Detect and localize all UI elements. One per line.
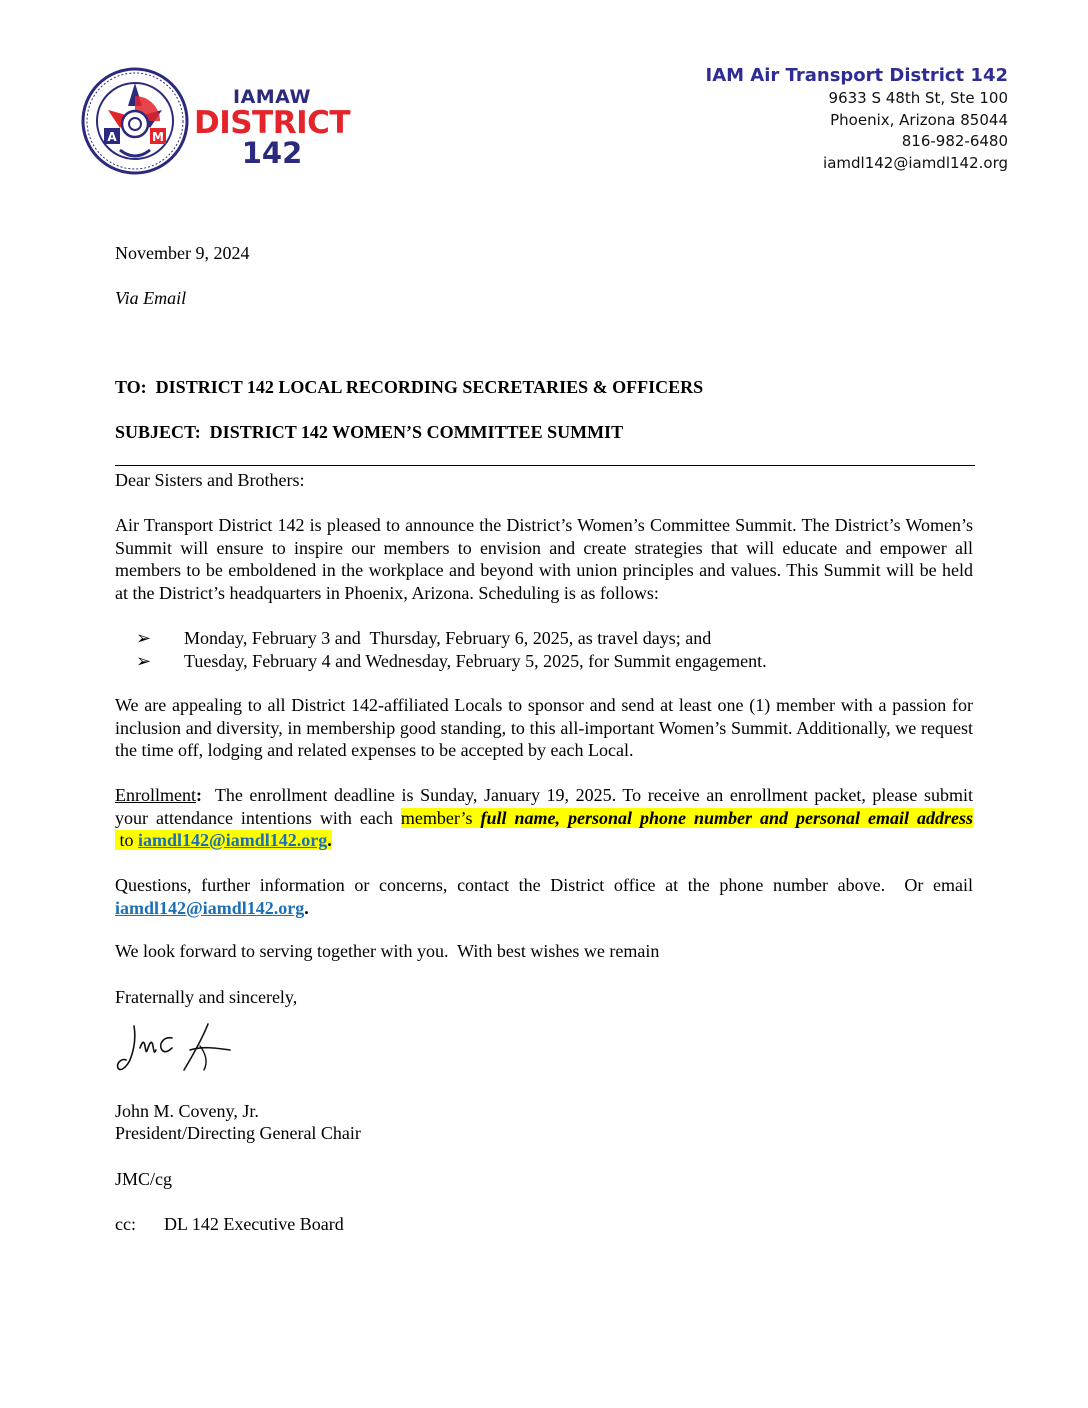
paragraph-enrollment [115, 784, 978, 852]
letter-date: November 9, 2024 [115, 243, 250, 263]
schedule-list [136, 627, 976, 672]
highlight-required-info: full name, personal phone number and personal email address [480, 807, 973, 828]
arrow-bullet-icon: ➢ [136, 628, 152, 648]
questions-end: . [304, 897, 309, 918]
enrollment-label: Enrollment [115, 785, 196, 805]
paragraph-questions [115, 874, 978, 919]
questions-email-link[interactable]: iamdl142@iamdl142.org [115, 897, 305, 918]
handwritten-signature-icon [112, 1016, 242, 1080]
iam-seal-logo-icon [80, 66, 190, 176]
arrow-bullet-icon: ➢ [136, 650, 152, 671]
delivery-method: Via Email [115, 288, 187, 308]
letterhead-org: IAM Air Transport District 142 [705, 65, 1008, 86]
list-item-text: Monday, February 3 and Thursday, February 6, 2025, as travel days; and [184, 628, 712, 648]
highlight-members: member’s [400, 807, 481, 828]
letterhead-address2: Phoenix, Arizona 85044 [830, 110, 1008, 129]
enrollment-end: . [327, 830, 332, 850]
typist-initials: JMC/cg [115, 1169, 173, 1189]
enrollment-email-link[interactable]: iamdl142@iamdl142.org [138, 830, 328, 850]
list-item [136, 650, 976, 673]
letterhead-phone: 816-982-6480 [901, 132, 1008, 150]
list-item-text: Tuesday, February 4 and Wednesday, February 5, 2025, for Summit engagement. [184, 650, 767, 671]
district-logo-wordmark [192, 86, 352, 168]
subject-line: SUBJECT: DISTRICT 142 WOMEN’S COMMITTEE SUMMIT [115, 422, 624, 442]
logo-district-number: 142 [241, 136, 303, 170]
cc-value: DL 142 Executive Board [164, 1214, 344, 1234]
letterhead [706, 64, 1009, 174]
closing: Fraternally and sincerely, [115, 987, 298, 1007]
seal-letter-a: A [107, 130, 117, 144]
to-line: TO: DISTRICT 142 LOCAL RECORDING SECRETARIES & OFFICERS [115, 377, 704, 397]
letterhead-address1: 9633 S 48th St, Ste 100 [828, 89, 1008, 107]
paragraph-announcement: Air Transport District 142 is pleased to announce the District’s Women’s Committee Summit. The District’s Women’s Summit will ensure to inspire our members to envision and create strategies that will educate and empower all members to be emboldened in the workplace and beyond with union principles and values. This Summit will be held at the District’s headquarters in Phoenix, Arizona. Scheduling is as follows: [115, 515, 973, 603]
salutation: Dear Sisters and Brothers: [115, 470, 305, 490]
paragraph-appeal: We are appealing to all District 142-affiliated Locals to sponsor and send at least one (1) member with a passion for inclusion and diversity, in membership good standing, to this all-important Women’s Summit. Additionally, we request the time off, lodging and related expenses to be accepted by each Local. [115, 695, 973, 760]
logo-district: DISTRICT [193, 105, 351, 141]
divider-rule [115, 465, 975, 466]
signer-name: John M. Coveny, Jr. [115, 1101, 259, 1121]
questions-text: Questions, further information or concerns, contact the District office at the phone number above. Or email [115, 875, 978, 895]
signer-title: President/Directing General Chair [115, 1123, 361, 1143]
cc-line [115, 1213, 344, 1236]
enrollment-text: The enrollment deadline is Sunday, January 19, 2025. To receive an enrollment packet, please submit your attendance intentions with each [115, 785, 978, 828]
list-item [136, 627, 976, 650]
paragraph-closing-remark: We look forward to serving together with you. With best wishes we remain [115, 941, 660, 961]
highlight-to: to [115, 830, 139, 850]
seal-letter-m: M [152, 130, 164, 144]
letterhead-email: iamdl142@iamdl142.org [823, 153, 1008, 172]
logo-iamaw: IAMAW [233, 86, 311, 108]
cc-label: cc: [115, 1214, 136, 1234]
enrollment-colon: : [195, 785, 202, 805]
